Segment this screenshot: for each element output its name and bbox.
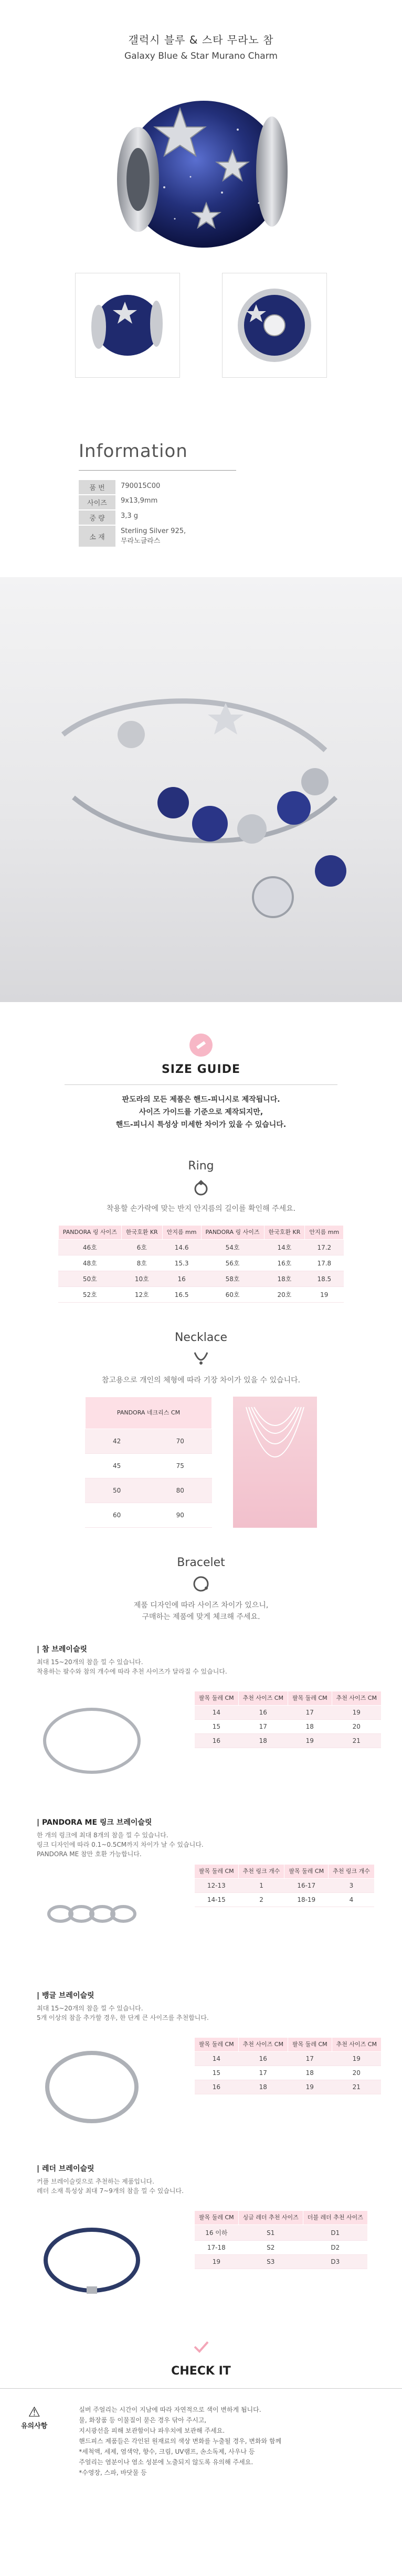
info-key: 소 재: [79, 525, 115, 547]
table-cell: 18호: [264, 1271, 305, 1287]
table-cell: 4: [329, 1893, 375, 1907]
table-cell: 16-17: [284, 1879, 329, 1893]
caution-label: 유의사항: [21, 2422, 48, 2430]
thumbnail-side-view[interactable]: [75, 273, 180, 378]
bangle-bracelet-image: [37, 2037, 147, 2137]
caution-line: 핸드피스 제품들은 각인된 원재료의 색상 변화를 누출될 경우, 변화와 함께: [79, 2437, 282, 2445]
product-title-en: Galaxy Blue & Star Murano Charm: [124, 51, 278, 61]
info-key: 사이즈: [79, 495, 115, 510]
table-cell: 10호: [121, 1271, 162, 1287]
bracelet-size-table: [194, 2210, 368, 2269]
table-cell: 52호: [58, 1287, 121, 1303]
table-header-row: [195, 1865, 375, 1879]
table-cell: 56호: [201, 1255, 264, 1271]
bracelet-block-desc: PANDORA ME 참만 호환 가능합니다.: [37, 1850, 142, 1858]
table-header-cell: 추천 사이즈 CM: [238, 1691, 288, 1706]
table-row: [195, 1706, 382, 1720]
ring-size-table: [58, 1225, 344, 1303]
size-guide-note: 핸드-피니시 특성상 미세한 차이가 있을 수 있습니다.: [115, 1121, 287, 1129]
bracelet-block-leather: [37, 2163, 402, 2315]
caution-line: 주얼리는 염분이나 염소 성분에 노출되지 않도록 유의해 주세요.: [79, 2458, 253, 2466]
table-cell: 19: [195, 2255, 239, 2269]
necklace-length-illustration: [233, 1397, 317, 1528]
table-cell: 1: [238, 1879, 284, 1893]
information-divider: [79, 470, 236, 471]
table-cell: 3: [329, 1879, 375, 1893]
table-row: [85, 1453, 211, 1478]
info-key: 품 번: [79, 480, 115, 495]
ring-title: Ring: [188, 1159, 214, 1173]
table-cell: S3: [238, 2255, 303, 2269]
table-cell: 21: [332, 2080, 381, 2094]
table-row: [58, 1271, 343, 1287]
table-cell: 15: [195, 2066, 239, 2080]
table-cell: 50호: [58, 1271, 121, 1287]
table-header-cell: 팔목 둘레 CM: [288, 2038, 332, 2052]
size-guide-title: SIZE GUIDE: [161, 1063, 241, 1076]
table-header-cell: 한국호환 KR: [264, 1226, 305, 1240]
table-cell: 15.3: [162, 1255, 201, 1271]
table-cell: 18: [288, 1720, 332, 1734]
table-cell: 20: [332, 1720, 381, 1734]
table-header-cell: 추천 사이즈 CM: [332, 1691, 381, 1706]
info-row-size: [79, 495, 194, 510]
table-cell: 42: [85, 1429, 149, 1453]
table-cell: 16: [162, 1271, 201, 1287]
bracelet-block-desc: 레더 소재 특성상 최대 7~9개의 참을 낄 수 있습니다.: [37, 2187, 184, 2195]
table-row: [195, 2255, 368, 2269]
table-cell: 90: [149, 1503, 212, 1527]
table-header-cell: PANDORA 네크리스 CM: [85, 1397, 211, 1429]
table-row: [195, 1893, 375, 1907]
table-cell: 17-18: [195, 2241, 239, 2255]
necklace-subtitle: 참고용으로 개인의 체형에 따라 기장 차이가 있을 수 있습니다.: [101, 1376, 301, 1385]
table-cell: 17.2: [305, 1240, 344, 1255]
information-section: [0, 420, 402, 577]
bracelet-title: Bracelet: [177, 1556, 225, 1569]
table-cell: S1: [238, 2225, 303, 2241]
size-guide-section: [0, 1002, 402, 1623]
table-cell: 15: [195, 1720, 239, 1734]
size-guide-note: 판도라의 모든 제품은 핸드-피니시로 제작됩니다.: [122, 1095, 280, 1104]
ring-table-header: [58, 1226, 343, 1240]
necklace-title: Necklace: [174, 1331, 228, 1344]
table-cell: 17: [288, 2052, 332, 2066]
table-cell: 60: [85, 1503, 149, 1527]
bracelet-block-desc: 착용하는 팔수와 참의 개수에 따라 추천 사이즈가 달라질 수 있습니다.: [37, 1668, 227, 1675]
table-header-cell: 더블 레더 추천 사이즈: [303, 2211, 367, 2225]
bracelet-block-title: | 레더 브레이슬릿: [37, 2165, 94, 2173]
table-cell: 18: [288, 2066, 332, 2080]
table-cell: 50: [85, 1478, 149, 1503]
charm-main-image: [101, 82, 301, 256]
caution-line: *세척액, 세제, 염색약, 향수, 크림, UV램프, 손소독제, 사우나 등: [79, 2448, 255, 2455]
information-table: [79, 480, 194, 548]
caution-block: [0, 2389, 402, 2478]
table-cell: 14-15: [195, 1893, 239, 1907]
necklace-guide: [0, 1397, 402, 1528]
bracelet-block-title: | 뱅글 브레이슬릿: [37, 1992, 94, 2000]
table-cell: 45: [85, 1453, 149, 1478]
necklace-size-table: [85, 1397, 212, 1528]
check-icon: [0, 2336, 402, 2359]
table-header-row: [195, 2038, 382, 2052]
ring-subtitle: 착용할 손가락에 맞는 반지 안지름의 길이를 확인해 주세요.: [106, 1205, 296, 1213]
info-value: 790015C00: [121, 482, 161, 490]
table-cell: 19: [288, 2080, 332, 2094]
table-row: [195, 2225, 368, 2241]
table-header-row: [195, 1691, 382, 1706]
table-cell: 14: [195, 1706, 239, 1720]
table-row: [195, 2052, 382, 2066]
necklace-table-header: [85, 1397, 211, 1429]
table-cell: 80: [149, 1478, 212, 1503]
caution-line: 지시광선을 피해 보관함이나 파우치에 보관해 주세요.: [79, 2427, 225, 2434]
table-row: [195, 1720, 382, 1734]
leather-bracelet-image: [37, 2210, 147, 2310]
table-row: [85, 1429, 211, 1453]
bracelet-block-desc: 최대 15~20개의 참을 낄 수 있습니다.: [37, 2005, 143, 2012]
table-row: [58, 1255, 343, 1271]
table-cell: 19: [305, 1287, 344, 1303]
info-key: 중 량: [79, 510, 115, 525]
table-cell: 12호: [121, 1287, 162, 1303]
table-cell: 18: [238, 2080, 288, 2094]
table-row: [195, 1734, 382, 1748]
table-cell: 20: [332, 2066, 381, 2080]
bracelet-block-desc: 최대 15~20개의 참을 낄 수 있습니다.: [37, 1658, 143, 1666]
table-cell: 60호: [201, 1287, 264, 1303]
bracelet-block-desc: 한 개의 링크에 최대 8개의 참을 낄 수 있습니다.: [37, 1832, 168, 1839]
table-row: [195, 2066, 382, 2080]
table-header-cell: 팔목 둘레 CM: [195, 2038, 239, 2052]
table-cell: 17.8: [305, 1255, 344, 1271]
table-header-cell: 추천 사이즈 CM: [238, 2038, 288, 2052]
caution-label-wrap: [21, 2404, 47, 2478]
info-row-material: [79, 525, 194, 547]
table-cell: 17: [238, 2066, 288, 2080]
table-header-row: [195, 2211, 368, 2225]
table-header-cell: 안지름 mm: [162, 1226, 201, 1240]
size-guide-note: 사이즈 가이드를 기준으로 제작되지만,: [139, 1108, 263, 1116]
table-cell: 16 이하: [195, 2225, 239, 2241]
size-guide-divider: [65, 1084, 337, 1085]
table-row: [85, 1503, 211, 1527]
bracelet-subtitle-2: 구매하는 제품에 맞게 체크해 주세요.: [142, 1613, 260, 1621]
table-cell: 16.5: [162, 1287, 201, 1303]
caution-line: 물, 화장품 등 이물질이 묻은 경우 닦아 주시고,: [79, 2417, 207, 2424]
table-header-cell: 팔목 둘레 CM: [195, 1691, 239, 1706]
caution-line: *수영장, 스파, 바닷물 등: [79, 2469, 147, 2476]
info-value: 3,3 g: [121, 512, 139, 520]
bracelet-block-desc: 링크 디자인에 따라 0.1~0.5CM까지 차이가 날 수 있습니다.: [37, 1841, 204, 1848]
table-cell: 14호: [264, 1240, 305, 1255]
table-cell: 17: [238, 1720, 288, 1734]
table-cell: 19: [332, 2052, 381, 2066]
ruler-icon: [189, 1034, 213, 1057]
table-header-cell: 안지름 mm: [305, 1226, 344, 1240]
info-row-weight: [79, 510, 194, 525]
bracelet-subtitle-1: 제품 디자인에 따라 사이즈 차이가 있으니,: [133, 1601, 269, 1610]
table-cell: 16: [195, 1734, 239, 1748]
table-header-cell: 팔목 둘레 CM: [284, 1865, 329, 1879]
table-cell: 21: [332, 1734, 381, 1748]
table-header-cell: 팔목 둘레 CM: [195, 2211, 239, 2225]
charm-bracelet-image: [37, 1691, 147, 1791]
table-header-cell: 추천 사이즈 CM: [332, 2038, 381, 2052]
table-header-cell: 팔목 둘레 CM: [195, 1865, 239, 1879]
bracelet-lifestyle-photo: [0, 577, 402, 1002]
caution-line: 실버 주얼리는 시간이 지남에 따라 자연적으로 색이 변하게 됩니다.: [79, 2406, 261, 2413]
table-cell: 18.5: [305, 1271, 344, 1287]
table-cell: 14: [195, 2052, 239, 2066]
table-cell: D2: [303, 2241, 367, 2255]
table-cell: 54호: [201, 1240, 264, 1255]
table-cell: 8호: [121, 1255, 162, 1271]
bracelet-block-desc: 커플 브레이슬릿으로 추천하는 제품입니다.: [37, 2178, 154, 2185]
table-header-cell: 한국호환 KR: [121, 1226, 162, 1240]
thumbnail-strip: [0, 273, 402, 420]
table-header-cell: 추천 링크 개수: [238, 1865, 284, 1879]
check-it-section: [0, 2336, 402, 2389]
bracelet-block-charm: [37, 1644, 402, 1796]
caution-list: [79, 2404, 281, 2478]
information-heading: Information: [79, 441, 188, 462]
table-cell: 18-19: [284, 1893, 329, 1907]
table-header-cell: 팔목 둘레 CM: [288, 1691, 332, 1706]
table-header-cell: 싱글 레더 추천 사이즈: [238, 2211, 303, 2225]
bracelet-size-table: [194, 1691, 382, 1748]
info-value: Sterling Silver 925, 무라노글라스: [121, 527, 186, 545]
table-row: [58, 1240, 343, 1255]
table-cell: 75: [149, 1453, 212, 1478]
table-header-cell: 추천 링크 개수: [329, 1865, 375, 1879]
table-cell: 16: [195, 2080, 239, 2094]
bracelet-icon: [192, 1574, 210, 1593]
table-cell: 16: [238, 2052, 288, 2066]
necklace-icon: [192, 1349, 210, 1368]
thumbnail-top-view[interactable]: [222, 273, 327, 378]
hero-section: [0, 0, 402, 273]
product-title-ko: 갤럭시 블루 & 스타 무라노 참: [128, 34, 274, 46]
table-cell: 12-13: [195, 1879, 239, 1893]
info-value: 9x13,9mm: [121, 497, 158, 505]
bracelet-block-bangle: [37, 1990, 402, 2142]
table-cell: D1: [303, 2225, 367, 2241]
warning-icon: ⚠: [28, 2404, 40, 2420]
table-cell: 18: [238, 1734, 288, 1748]
table-cell: 16호: [264, 1255, 305, 1271]
link-bracelet-image: [37, 1864, 147, 1964]
table-header-cell: PANDORA 링 사이즈: [58, 1226, 121, 1240]
table-cell: 46호: [58, 1240, 121, 1255]
table-cell: 20호: [264, 1287, 305, 1303]
table-cell: 48호: [58, 1255, 121, 1271]
table-cell: 70: [149, 1429, 212, 1453]
table-cell: 2: [238, 1893, 284, 1907]
table-row: [195, 2241, 368, 2255]
table-row: [58, 1287, 343, 1303]
bracelet-size-table: [194, 1864, 375, 1907]
table-cell: 19: [288, 1734, 332, 1748]
bracelet-block-title: | PANDORA ME 링크 브레이슬릿: [37, 1818, 152, 1827]
table-cell: 16: [238, 1706, 288, 1720]
table-cell: 14.6: [162, 1240, 201, 1255]
bracelet-block-title: | 참 브레이슬릿: [37, 1645, 88, 1654]
table-row: [195, 1879, 375, 1893]
check-it-title: CHECK IT: [171, 2365, 231, 2378]
bracelet-size-table: [194, 2037, 382, 2094]
table-cell: D3: [303, 2255, 367, 2269]
table-header-cell: PANDORA 링 사이즈: [201, 1226, 264, 1240]
table-row: [85, 1478, 211, 1503]
table-cell: 6호: [121, 1240, 162, 1255]
ring-icon: [192, 1178, 210, 1197]
bracelet-block-desc: 5개 이상의 참을 추가할 경우, 한 단계 큰 사이즈를 추천합니다.: [37, 2014, 209, 2021]
table-cell: 17: [288, 1706, 332, 1720]
table-cell: 19: [332, 1706, 381, 1720]
table-row: [195, 2080, 382, 2094]
bracelet-block-me-link: [37, 1817, 402, 1969]
table-cell: 58호: [201, 1271, 264, 1287]
table-cell: S2: [238, 2241, 303, 2255]
info-row-code: [79, 480, 194, 495]
